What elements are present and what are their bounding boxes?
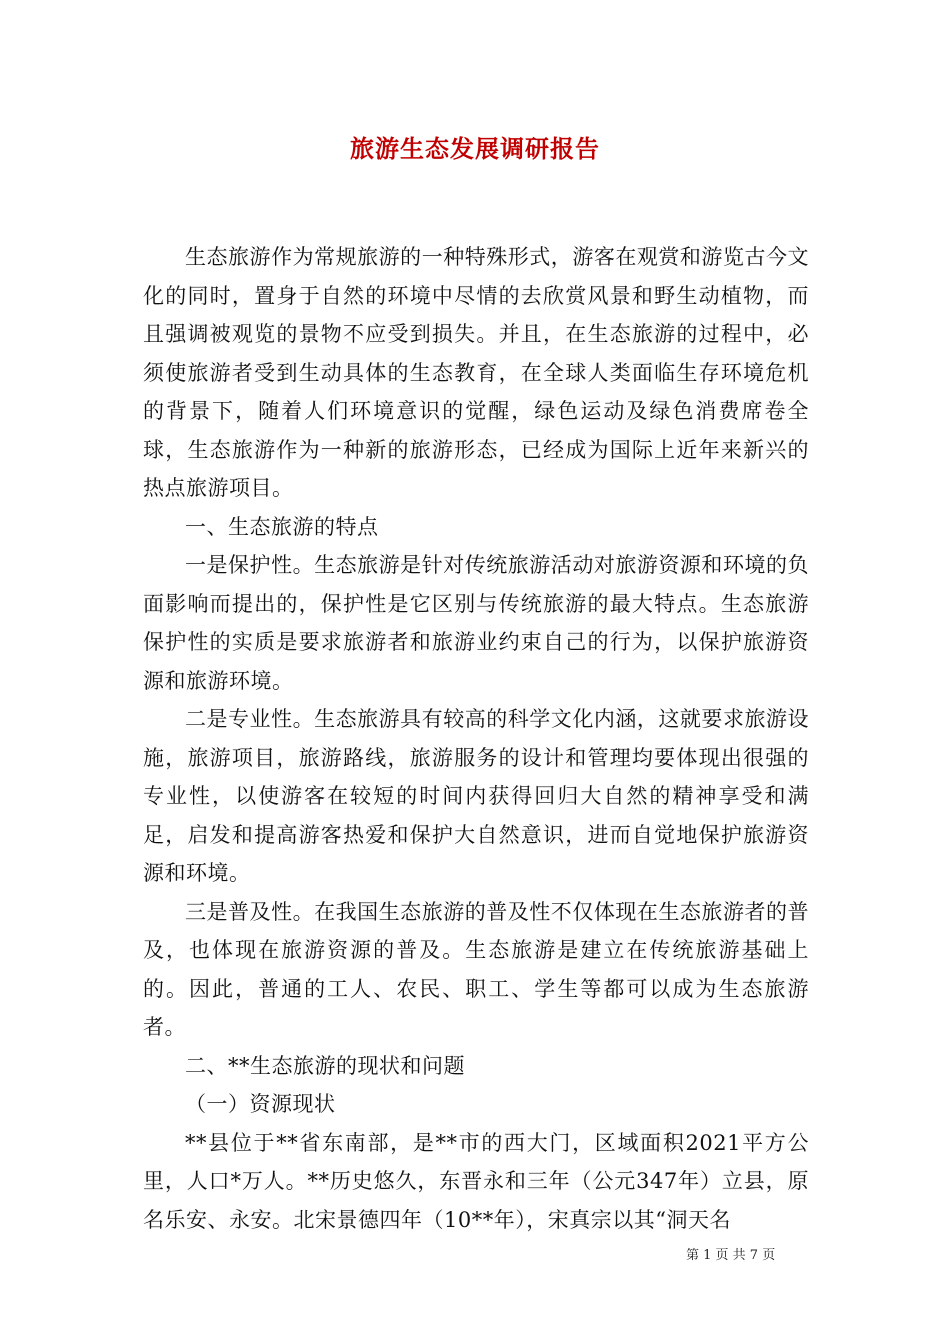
page-number-footer: 第 1 页 共 7 页 — [686, 1248, 776, 1263]
section-heading-status: 二、**生态旅游的现状和问题 — [185, 1053, 465, 1078]
paragraph-professional: 二是专业性。生态旅游具有较高的科学文化内涵，这就要求旅游设施，旅游项目，旅游路线，旅游服务的设计和管理均要体现出很强的专业性，以使游客在较短的时间内获得回归大自然的精神享受和满足，启发和提高游客热爱和保护大自然意识，进而自觉地保护旅游资源和环境。 — [143, 707, 809, 885]
subsection-heading-resources: （一）资源现状 — [185, 1092, 336, 1116]
paragraph-county-intro: **县位于**省东南部，是**市的西大门，区域面积2021平方公里，人口*万人。**历史悠久，东晋永和三年（公元347年）立县，原名乐安、永安。北宋景德四年（10**年），宋真宗以其“洞天名 — [143, 1130, 809, 1232]
document-body — [143, 238, 809, 1239]
paragraph-protection: 一是保护性。生态旅游是针对传统旅游活动对旅游资源和环境的负面影响而提出的，保护性是它区别与传统旅游的最大特点。生态旅游保护性的实质是要求旅游者和旅游业约束自己的行为，以保护旅游资源和旅游环境。 — [143, 553, 809, 693]
paragraph-popularity: 三是普及性。在我国生态旅游的普及性不仅体现在生态旅游者的普及，也体现在旅游资源的普及。生态旅游是建立在传统旅游基础上的。因此，普通的工人、农民、职工、学生等都可以成为生态旅游者。 — [143, 899, 809, 1039]
section-heading-features: 一、生态旅游的特点 — [185, 514, 379, 539]
intro-paragraph: 生态旅游作为常规旅游的一种特殊形式，游客在观赏和游览古今文化的同时，置身于自然的环境中尽情的去欣赏风景和野生动植物，而且强调被观览的景物不应受到损失。并且，在生态旅游的过程中，必须使旅游者受到生动具体的生态教育，在全球人类面临生存环境危机的背景下，随着人们环境意识的觉醒，绿色运动及绿色消费席卷全球，生态旅游作为一种新的旅游形态，已经成为国际上近年来新兴的热点旅游项目。 — [143, 245, 809, 500]
document-title: 旅游生态发展调研报告 — [350, 134, 600, 163]
